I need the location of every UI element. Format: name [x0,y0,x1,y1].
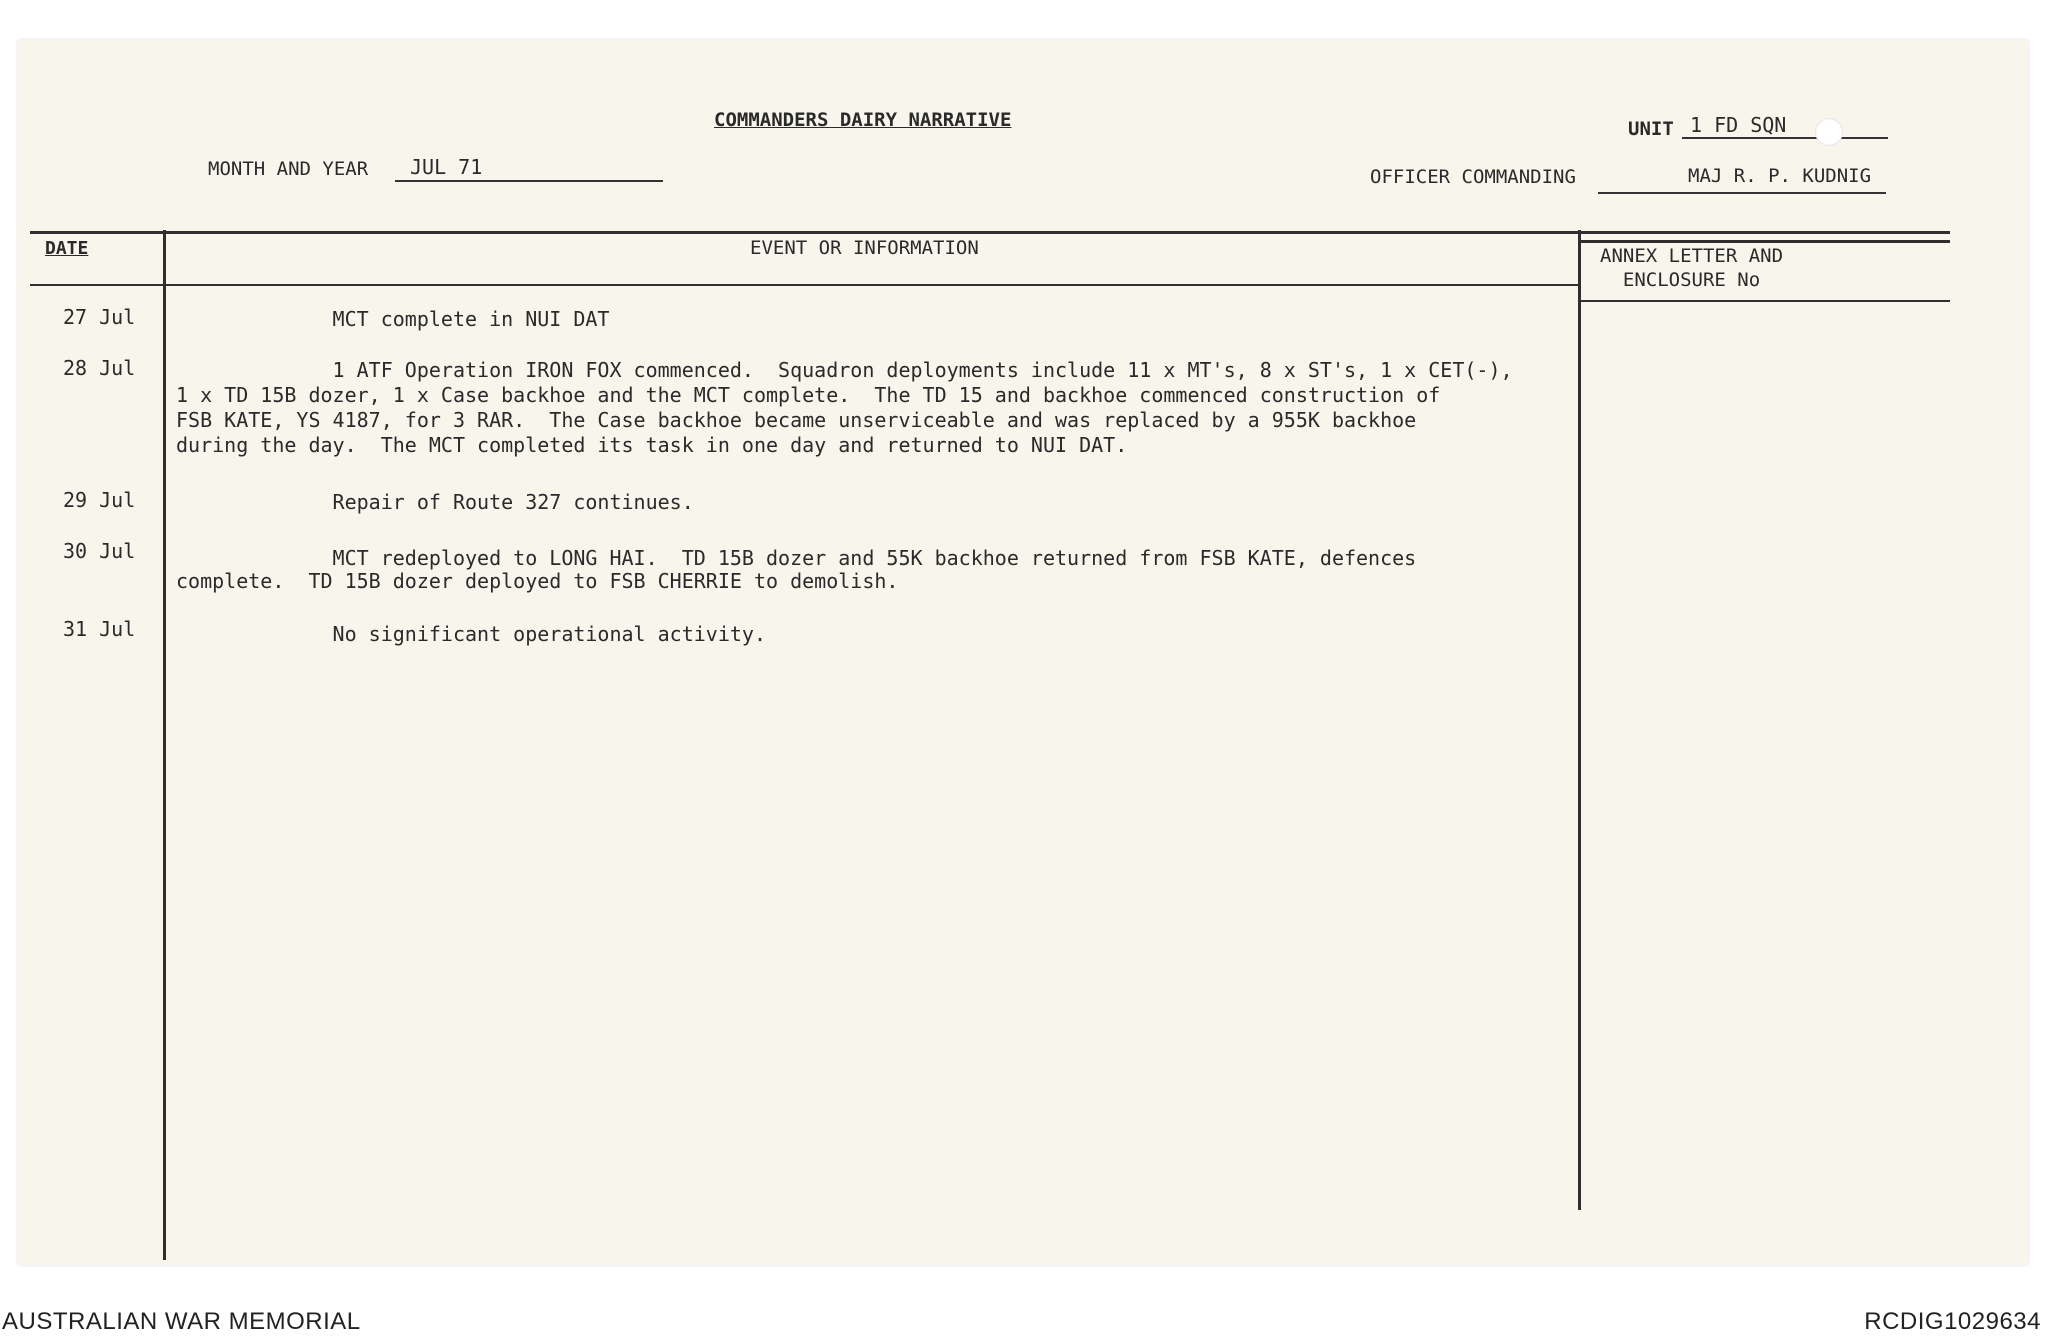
entry-date: 29 Jul [63,488,136,512]
entry-line: during the day. The MCT completed its task in one day and returned to NUI DAT. [176,433,1128,457]
entry-line: FSB KATE, YS 4187, for 3 RAR. The Case backhoe became unserviceable and was replaced by a 955K backhoe [176,408,1417,432]
month-year-label: MONTH AND YEAR [208,158,369,180]
unit-value: 1 FD SQN [1690,113,1787,137]
annex-header-line1: ANNEX LETTER AND [1600,245,1784,267]
entry-line: No significant operational activity. [176,622,767,646]
entry-date: 27 Jul [63,305,136,329]
officer-commanding-value: MAJ R. P. KUDNIG [1688,165,1872,187]
entry-date: 30 Jul [63,539,136,563]
column-header-annex [1600,244,1783,292]
unit-underline [1682,137,1888,139]
footer-source: AUSTRALIAN WAR MEMORIAL [2,1308,361,1335]
month-year-value: JUL 71 [410,155,483,179]
entry-line: 1 ATF Operation IRON FOX commenced. Squadron deployments include 11 x MT's, 8 x ST's, 1 x CET(-), [176,358,1513,382]
annex-header-bottom-rule [1580,300,1950,302]
entry-line: Repair of Route 327 continues. [176,490,694,514]
entry-line: MCT redeployed to LONG HAI. TD 15B dozer and 55K backhoe returned from FSB KATE, defences [176,546,1417,570]
entry-line: MCT complete in NUI DAT [176,307,610,331]
officer-commanding-label: OFFICER COMMANDING [1370,166,1576,188]
archive-footer [0,1302,2047,1342]
entry-date: 28 Jul [63,356,136,380]
date-column-divider [163,230,166,1260]
column-header-date: DATE [45,238,89,259]
footer-reference: RCDIG1029634 [1864,1308,2041,1335]
officer-commanding-underline [1598,192,1886,194]
column-header-event: EVENT OR INFORMATION [750,237,979,259]
punch-hole [1815,118,1843,146]
header-bottom-rule [30,284,1580,286]
entry-date: 31 Jul [63,617,136,641]
table-top-rule [30,231,1950,234]
unit-label: UNIT [1628,118,1674,140]
annex-column-divider [1578,230,1581,1210]
document-title: COMMANDERS DAIRY NARRATIVE [714,109,1012,131]
annex-header-line2: ENCLOSURE No [1622,269,1761,291]
month-year-underline [395,180,663,182]
annex-top-rule [1580,240,1950,243]
entry-line: 1 x TD 15B dozer, 1 x Case backhoe and the MCT complete. The TD 15 and backhoe commenced construction of [176,383,1441,407]
entry-line: complete. TD 15B dozer deployed to FSB CHERRIE to demolish. [176,569,899,593]
document-sheet [18,40,2028,1265]
